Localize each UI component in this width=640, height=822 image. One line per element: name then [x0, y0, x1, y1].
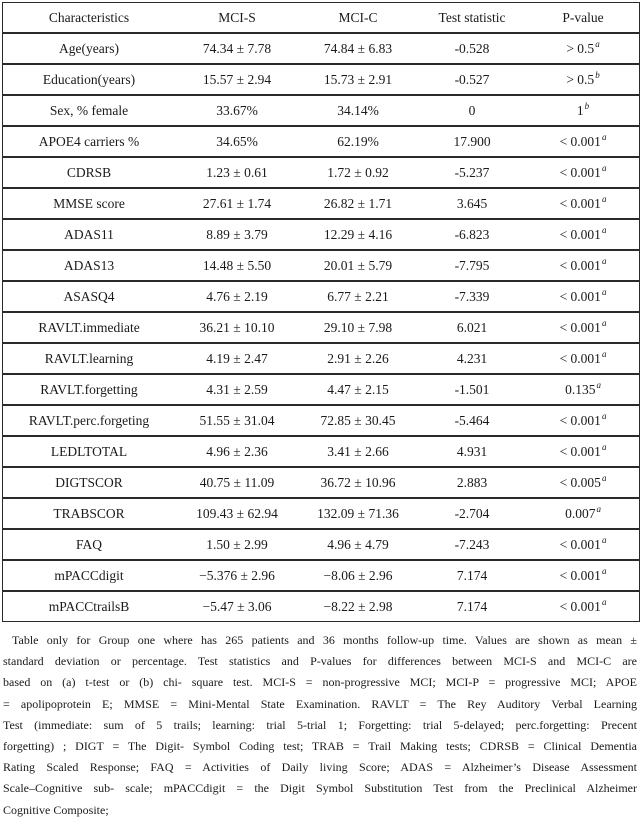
p-value-superscript: a [601, 566, 607, 576]
mci-s-cell: 4.31 ± 2.59 [175, 374, 299, 405]
table-caption [3, 630, 637, 821]
p-value-cell: > 0.5$^a$ [527, 33, 639, 64]
mci-c-cell: 72.85 ± 30.45 [299, 405, 417, 436]
column-header-mci-c: MCI-C [299, 3, 417, 33]
table-row [3, 312, 639, 343]
p-value-superscript: a [595, 39, 600, 49]
caption-line: = apolipoprotein E; MMSE = Mini-Mental State Examination. RAVLT = The Rey Auditory Verbal Learning [3, 696, 637, 711]
table-body [3, 33, 639, 621]
table-row [3, 250, 639, 281]
characteristic-cell: LEDLTOTAL [3, 436, 175, 467]
mci-s-cell: 14.48 ± 5.50 [175, 250, 299, 281]
p-value-superscript: a [601, 132, 607, 142]
table-row [3, 64, 639, 95]
mci-c-cell: 29.10 ± 7.98 [299, 312, 417, 343]
mci-s-cell: 8.89 ± 3.79 [175, 219, 299, 250]
p-value-superscript: a [601, 194, 607, 204]
p-value-superscript: a [596, 380, 601, 390]
table-row [3, 219, 639, 250]
characteristic-cell: Sex, % female [3, 95, 175, 126]
p-value-superscript: a [601, 163, 607, 173]
test-statistic-cell: -0.528 [417, 33, 527, 64]
p-value-cell: < 0.001$^a$ [527, 343, 639, 374]
caption-line: forgetting) ; DIGT = The Digit- Symbol Coding test; TRAB = Trail Making tests; CDRSB = Clinical Dementia [3, 739, 637, 754]
table-row [3, 467, 639, 498]
table-row [3, 560, 639, 591]
p-value-cell: < 0.001$^a$ [527, 312, 639, 343]
p-value-superscript: a [601, 349, 607, 359]
p-value-superscript: b [595, 70, 600, 80]
characteristic-cell: ADAS13 [3, 250, 175, 281]
characteristic-cell: APOE4 carriers % [3, 126, 175, 157]
mci-c-cell: 4.47 ± 2.15 [299, 374, 417, 405]
p-value-superscript: a [601, 535, 607, 545]
table-row [3, 188, 639, 219]
mci-c-cell: 6.77 ± 2.21 [299, 281, 417, 312]
caption-line: Test (immediate: sum of 5 trails; learning: trial 5-trial 1; Forgetting: trial 5-delayed; perc.forgetting: Precent [3, 717, 637, 732]
test-statistic-cell: -5.464 [417, 405, 527, 436]
p-value-superscript: a [601, 225, 607, 235]
test-statistic-cell: -2.704 [417, 498, 527, 529]
mci-s-cell: 33.67% [175, 95, 299, 126]
p-value-cell: < 0.005$^a$ [527, 467, 639, 498]
p-value-superscript: b [584, 101, 590, 111]
characteristic-cell: FAQ [3, 529, 175, 560]
mci-s-cell: 4.96 ± 2.36 [175, 436, 299, 467]
characteristic-cell: RAVLT.learning [3, 343, 175, 374]
mci-c-cell: 15.73 ± 2.91 [299, 64, 417, 95]
table-row [3, 529, 639, 560]
characteristic-cell: ADAS11 [3, 219, 175, 250]
mci-c-cell: −8.22 ± 2.98 [299, 591, 417, 621]
caption-line: Table only for Group one where has 265 patients and 36 months follow-up time. Values are shown as mean ± [12, 633, 637, 647]
table-row [3, 591, 639, 621]
p-value-cell: < 0.001$^a$ [527, 591, 639, 621]
table-row [3, 33, 639, 64]
p-value-cell: < 0.001$^a$ [527, 250, 639, 281]
table-row [3, 126, 639, 157]
test-statistic-cell: 4.931 [417, 436, 527, 467]
characteristic-cell: TRABSCOR [3, 498, 175, 529]
column-header-mci-s: MCI-S [175, 3, 299, 33]
test-statistic-cell: 7.174 [417, 560, 527, 591]
mci-c-cell: 20.01 ± 5.79 [299, 250, 417, 281]
test-statistic-cell: -7.243 [417, 529, 527, 560]
p-value-cell: 1$^b$ [527, 95, 639, 126]
table-row [3, 157, 639, 188]
p-value-cell: < 0.001$^a$ [527, 529, 639, 560]
characteristic-cell: DIGTSCOR [3, 467, 175, 498]
mci-s-cell: 4.19 ± 2.47 [175, 343, 299, 374]
characteristic-cell: CDRSB [3, 157, 175, 188]
p-value-cell: < 0.001$^a$ [527, 126, 639, 157]
mci-c-cell: 34.14% [299, 95, 417, 126]
test-statistic-cell: 4.231 [417, 343, 527, 374]
column-header-characteristics: Characteristics [3, 3, 175, 33]
p-value-cell: < 0.001$^a$ [527, 560, 639, 591]
mci-s-cell: 34.65% [175, 126, 299, 157]
mci-c-cell: 36.72 ± 10.96 [299, 467, 417, 498]
p-value-cell: 0.135$^a$ [527, 374, 639, 405]
mci-s-cell: 15.57 ± 2.94 [175, 64, 299, 95]
mci-s-cell: −5.376 ± 2.96 [175, 560, 299, 591]
mci-s-cell: 27.61 ± 1.74 [175, 188, 299, 219]
p-value-cell: < 0.001$^a$ [527, 281, 639, 312]
p-value-superscript: a [601, 256, 607, 266]
test-statistic-cell: -1.501 [417, 374, 527, 405]
p-value-cell: 0.007$^a$ [527, 498, 639, 529]
p-value-superscript: a [601, 597, 607, 607]
p-value-superscript: a [601, 473, 607, 483]
test-statistic-cell: -7.795 [417, 250, 527, 281]
test-statistic-cell: -6.823 [417, 219, 527, 250]
p-value-superscript: a [601, 442, 607, 452]
p-value-superscript: a [601, 411, 607, 421]
test-statistic-cell: 17.900 [417, 126, 527, 157]
test-statistic-cell: -7.339 [417, 281, 527, 312]
mci-s-cell: 36.21 ± 10.10 [175, 312, 299, 343]
mci-c-cell: 26.82 ± 1.71 [299, 188, 417, 219]
p-value-superscript: a [601, 287, 607, 297]
mci-c-cell: 74.84 ± 6.83 [299, 33, 417, 64]
caption-line: standard deviation or percentage. Test statistics and P-values for differences between MCI-S and MCI-C are [3, 654, 637, 669]
test-statistic-cell: 2.883 [417, 467, 527, 498]
table-row [3, 343, 639, 374]
characteristic-cell: RAVLT.immediate [3, 312, 175, 343]
mci-s-cell: −5.47 ± 3.06 [175, 591, 299, 621]
column-header-p-value: P-value [527, 3, 639, 33]
table-row [3, 436, 639, 467]
caption-line: Cognitive Composite; [3, 802, 109, 817]
p-value-cell: < 0.001$^a$ [527, 219, 639, 250]
table-row [3, 95, 639, 126]
p-value-cell: < 0.001$^a$ [527, 436, 639, 467]
characteristic-cell: mPACCdigit [3, 560, 175, 591]
mci-c-cell: −8.06 ± 2.96 [299, 560, 417, 591]
characteristic-cell: ASASQ4 [3, 281, 175, 312]
table-header-row [3, 3, 639, 33]
p-value-cell: > 0.5$^b$ [527, 64, 639, 95]
table-row [3, 498, 639, 529]
characteristic-cell: mPACCtrailsB [3, 591, 175, 621]
table-row [3, 374, 639, 405]
test-statistic-cell: 6.021 [417, 312, 527, 343]
p-value-cell: < 0.001$^a$ [527, 188, 639, 219]
mci-c-cell: 3.41 ± 2.66 [299, 436, 417, 467]
test-statistic-cell: 0 [417, 95, 527, 126]
characteristics-table [2, 2, 640, 622]
characteristic-cell: MMSE score [3, 188, 175, 219]
test-statistic-cell: 7.174 [417, 591, 527, 621]
p-value-superscript: a [601, 318, 607, 328]
caption-line: Rating Scaled Response; FAQ = Activities of Daily living Score; ADAS = Alzheimer’s Disease Assessment [3, 760, 637, 775]
mci-c-cell: 132.09 ± 71.36 [299, 498, 417, 529]
mci-s-cell: 74.34 ± 7.78 [175, 33, 299, 64]
mci-s-cell: 4.76 ± 2.19 [175, 281, 299, 312]
test-statistic-cell: -5.237 [417, 157, 527, 188]
column-header-test-statistic: Test statistic [417, 3, 527, 33]
characteristic-cell: Education(years) [3, 64, 175, 95]
mci-s-cell: 1.23 ± 0.61 [175, 157, 299, 188]
mci-c-cell: 2.91 ± 2.26 [299, 343, 417, 374]
p-value-cell: < 0.001$^a$ [527, 157, 639, 188]
table-row [3, 405, 639, 436]
p-value-cell: < 0.001$^a$ [527, 405, 639, 436]
mci-c-cell: 12.29 ± 4.16 [299, 219, 417, 250]
mci-c-cell: 1.72 ± 0.92 [299, 157, 417, 188]
mci-s-cell: 40.75 ± 11.09 [175, 467, 299, 498]
table-row [3, 281, 639, 312]
caption-line: Scale–Cognitive sub- scale; mPACCdigit = the Digit Symbol Substitution Test from the Preclinical Alzheimer [3, 781, 637, 796]
characteristic-cell: RAVLT.perc.forgeting [3, 405, 175, 436]
mci-s-cell: 51.55 ± 31.04 [175, 405, 299, 436]
p-value-superscript: a [596, 504, 601, 514]
test-statistic-cell: 3.645 [417, 188, 527, 219]
mci-s-cell: 109.43 ± 62.94 [175, 498, 299, 529]
caption-line: based on (a) t-test or (b) chi- square test. MCI-S = non-progressive MCI; MCI-P = progressive MCI; APOE [3, 675, 637, 690]
characteristic-cell: RAVLT.forgetting [3, 374, 175, 405]
test-statistic-cell: -0.527 [417, 64, 527, 95]
mci-c-cell: 62.19% [299, 126, 417, 157]
characteristic-cell: Age(years) [3, 33, 175, 64]
mci-s-cell: 1.50 ± 2.99 [175, 529, 299, 560]
mci-c-cell: 4.96 ± 4.79 [299, 529, 417, 560]
